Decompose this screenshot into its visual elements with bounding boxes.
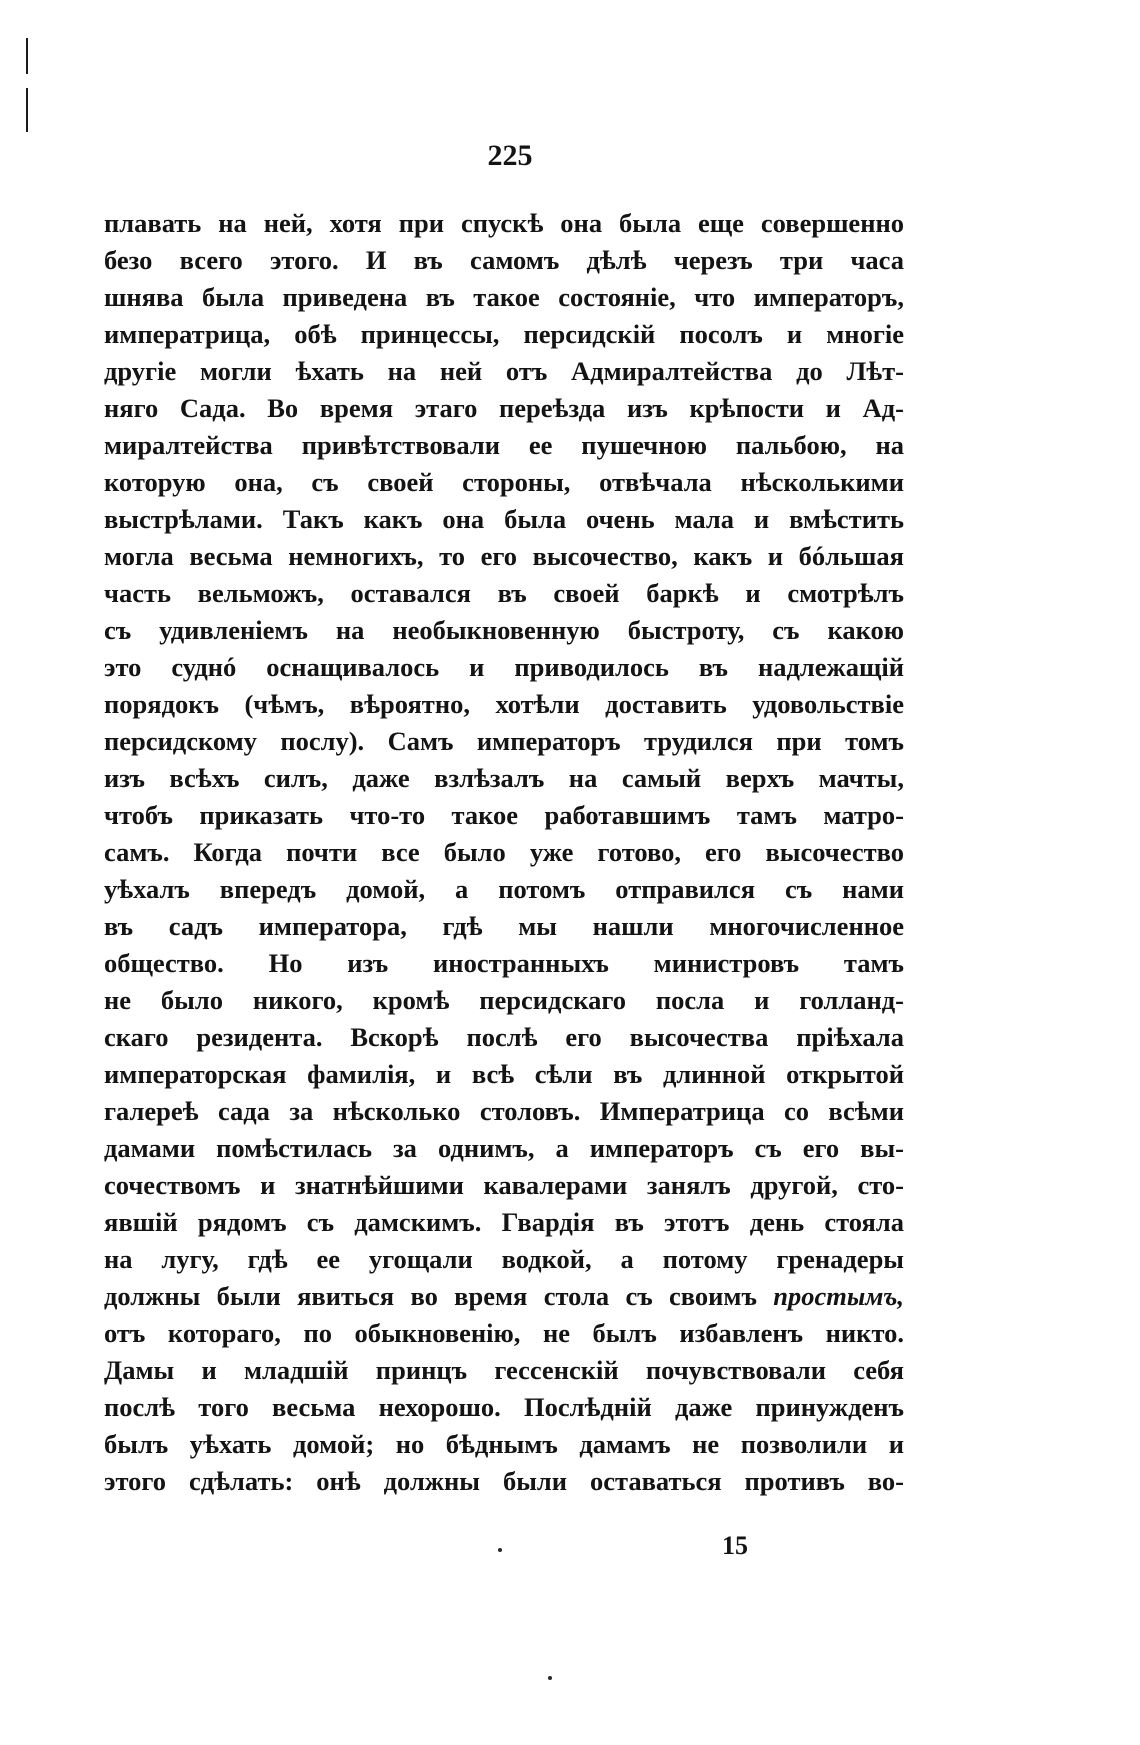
text-line: чтобъ приказать что-то такое работавшимъ тамъ матро- [104,800,904,830]
text-line: былъ уѣхать домой; но бѣднымъ дамамъ не позволили и [104,1429,904,1459]
text-line: уѣхалъ впередъ домой, а потомъ отправился съ нами [104,874,904,904]
text-line: послѣ того весьма нехорошо. Послѣдній даже принужденъ [104,1392,904,1422]
page-number: 225 [487,139,533,172]
text-line: выстрѣлами. Такъ какъ она была очень мала и вмѣстить [104,504,904,534]
text-line: этого сдѣлать: онѣ должны были оставаться противъ во- [104,1466,904,1496]
text-line: отъ котораго, по обыкновенію, не былъ избавленъ никто. [104,1318,904,1348]
text-line: другіе могли ѣхать на ней отъ Адмиралтейства до Лѣт- [104,356,904,386]
text-line: самъ. Когда почти все было уже готово, его высочество [104,837,904,867]
text-line: плавать на ней, хотя при спускѣ она была еще совершенно [104,208,904,238]
text-line: на лугу, гдѣ ее угощали водкой, а потому гренадеры [104,1244,904,1274]
text-line: изъ всѣхъ силъ, даже взлѣзалъ на самый верхъ мачты, [104,763,904,793]
ink-speck [498,1548,502,1552]
text-line: это суднó оснащивалось и приводилось въ надлежащій [104,652,904,682]
text-line: порядокъ (чѣмъ, вѣроятно, хотѣли доставить удовольствіе [104,689,904,719]
text-line: не было никого, кромѣ персидскаго посла и голланд- [104,985,904,1015]
text-line: въ садъ императора, гдѣ мы нашли многочисленное [104,911,904,941]
text-line: скаго резидента. Вскорѣ послѣ его высочества пріѣхала [104,1022,904,1052]
text-line: миралтейства привѣтствовали ее пушечною пальбою, на [104,430,904,460]
text-line: дамами помѣстилась за однимъ, а императоръ съ его вы- [104,1133,904,1163]
text-line: шнява была приведена въ такое состояніе, что императоръ, [104,282,904,312]
italic-word: простымъ, [773,1281,904,1311]
text-line: безо всего этого. И въ самомъ дѣлѣ черезъ три часа [104,245,904,275]
text-line: сочествомъ и знатнѣйшими кавалерами занялъ другой, сто- [104,1170,904,1200]
text-line: галереѣ сада за нѣсколько столовъ. Императрица со всѣми [104,1096,904,1126]
text-line: общество. Но изъ иностранныхъ министровъ тамъ [104,948,904,978]
text-line-with-italic [104,1278,904,1315]
scan-edge-mark [26,88,28,132]
ink-speck [548,1676,552,1680]
text-line: няго Сада. Во время этаго переѣзда изъ крѣпости и Ад- [104,393,904,423]
text-line: явшій рядомъ съ дамскимъ. Гвардія въ этотъ день стояла [104,1207,904,1237]
text-line: съ удивленіемъ на необыкновенную быстроту, съ какою [104,615,904,645]
text-line: императрица, обѣ принцессы, персидскій посолъ и многіе [104,319,904,349]
body-text [104,205,904,1500]
text-line: персидскому послу). Самъ императоръ трудился при томъ [104,726,904,756]
text-line: императорская фамилія, и всѣ сѣли въ длинной открытой [104,1059,904,1089]
text-line: могла весьма немногихъ, то его высочество, какъ и бóльшая [104,541,904,571]
text-line: которую она, съ своей стороны, отвѣчала нѣсколькими [104,467,904,497]
text-line: Дамы и младшій принцъ гессенскій почувствовали себя [104,1355,904,1385]
text-segment: должны были явиться во время стола съ своимъ [104,1281,757,1311]
signature-mark: 15 [722,1531,748,1560]
scan-edge-mark [26,38,28,74]
text-line: часть вельможъ, оставался въ своей баркѣ и смотрѣлъ [104,578,904,608]
